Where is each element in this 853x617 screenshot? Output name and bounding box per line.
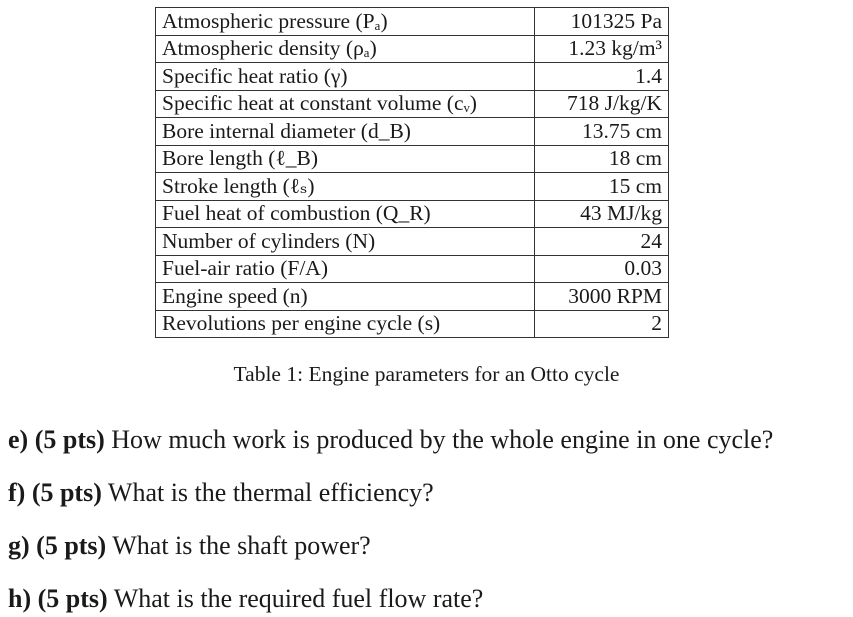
table-row	[156, 63, 669, 91]
table-row	[156, 255, 669, 283]
engine-parameters-table	[155, 7, 669, 338]
parameter-value: 3000 RPM	[535, 283, 669, 311]
parameter-name: Revolutions per engine cycle (s)	[156, 310, 535, 338]
parameter-value: 2	[535, 310, 669, 338]
parameter-value: 18 cm	[535, 145, 669, 173]
table-caption: Table 1: Engine parameters for an Otto cycle	[233, 362, 620, 386]
parameter-name: Bore internal diameter (d_B)	[156, 118, 535, 146]
parameter-value: 13.75 cm	[535, 118, 669, 146]
parameter-name: Bore length (ℓ_B)	[156, 145, 535, 173]
parameter-name: Specific heat at constant volume (cᵥ)	[156, 90, 535, 118]
table-row	[156, 310, 669, 338]
parameter-name: Number of cylinders (N)	[156, 228, 535, 256]
parameter-name: Atmospheric density (ρₐ)	[156, 35, 535, 63]
table-row	[156, 8, 669, 36]
table-row	[156, 283, 669, 311]
question-e	[8, 425, 773, 455]
question-text: How much work is produced by the whole engine in one cycle?	[111, 425, 774, 454]
parameter-value: 101325 Pa	[535, 8, 669, 36]
parameter-name: Fuel-air ratio (F/A)	[156, 255, 535, 283]
parameter-name: Specific heat ratio (γ)	[156, 63, 535, 91]
parameter-value: 718 J/kg/K	[535, 90, 669, 118]
parameter-value: 15 cm	[535, 173, 669, 201]
question-label: e) (5 pts)	[8, 425, 105, 454]
question-h	[8, 584, 483, 614]
question-g	[8, 531, 371, 561]
table-row	[156, 173, 669, 201]
question-label: f) (5 pts)	[8, 478, 102, 507]
question-text: What is the shaft power?	[112, 531, 371, 560]
table-row	[156, 228, 669, 256]
table-row	[156, 35, 669, 63]
table-row	[156, 90, 669, 118]
question-f	[8, 478, 434, 508]
table-row	[156, 200, 669, 228]
question-text: What is the thermal efficiency?	[107, 478, 434, 507]
question-label: h) (5 pts)	[8, 584, 108, 613]
table-row	[156, 145, 669, 173]
question-label: g) (5 pts)	[8, 531, 107, 560]
question-text: What is the required fuel flow rate?	[113, 584, 484, 613]
parameter-value: 1.23 kg/m³	[535, 35, 669, 63]
parameter-value: 24	[535, 228, 669, 256]
table-row	[156, 118, 669, 146]
parameter-name: Atmospheric pressure (Pₐ)	[156, 8, 535, 36]
parameter-name: Stroke length (ℓₛ)	[156, 173, 535, 201]
parameter-name: Fuel heat of combustion (Q_R)	[156, 200, 535, 228]
parameter-value: 0.03	[535, 255, 669, 283]
parameter-value: 43 MJ/kg	[535, 200, 669, 228]
parameter-name: Engine speed (n)	[156, 283, 535, 311]
parameter-value: 1.4	[535, 63, 669, 91]
